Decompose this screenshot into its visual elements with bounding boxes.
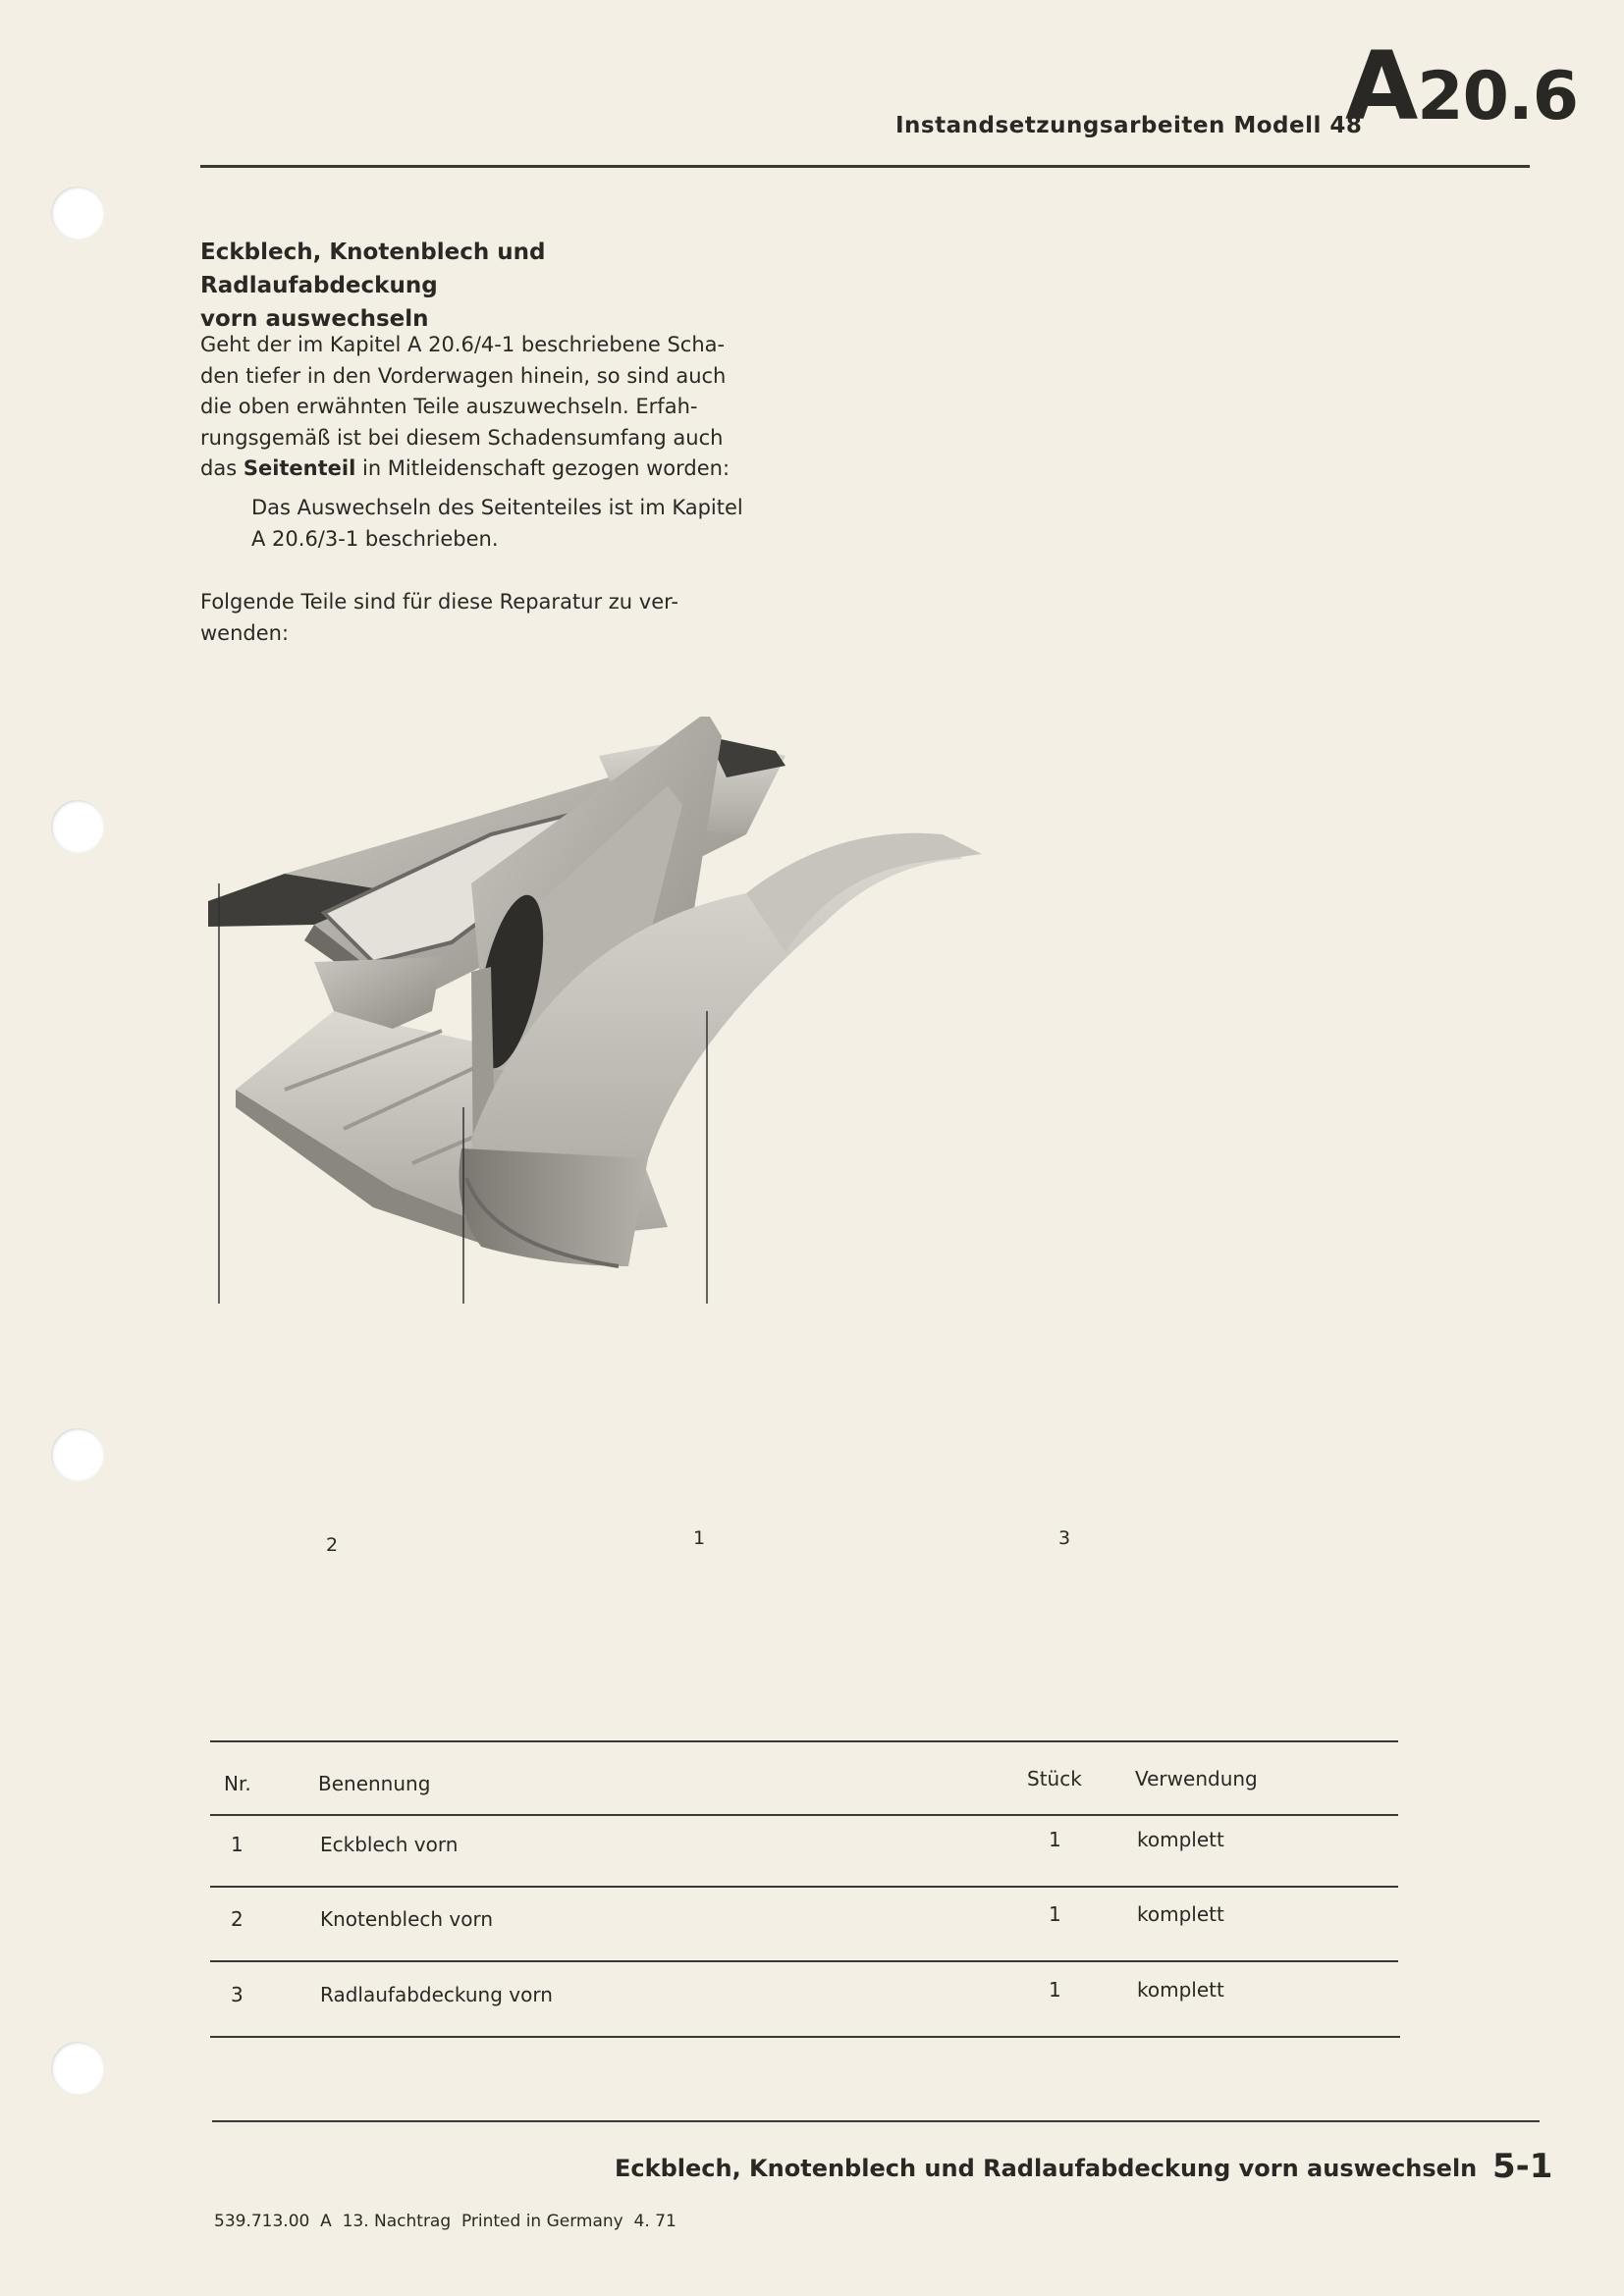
text-run: in Mitleidenschaft gezogen worden: (355, 456, 731, 480)
chapter-letter: A (1345, 31, 1418, 141)
table-bottom-rule (210, 2036, 1400, 2038)
row-nr: 1 (231, 1833, 244, 1856)
text-line: Geht der im Kapitel A 20.6/4-1 beschriebene Scha- (200, 333, 726, 356)
text-line: die oben erwähnten Teile auszuwechseln. Erfah- (200, 395, 698, 418)
punch-hole (51, 2042, 104, 2095)
row-nr: 3 (231, 1983, 244, 2006)
chapter-number: 20.6 (1417, 58, 1579, 135)
imprint-line: 539.713.00 A 13. Nachtrag Printed in Germany 4. 71 (214, 2212, 677, 2231)
callout-1: 1 (693, 1527, 706, 1549)
footer-rule (212, 2120, 1540, 2122)
row-name: Knotenblech vorn (320, 1907, 494, 1931)
footer-title: Eckblech, Knotenblech und Radlaufabdeckung vorn auswechseln (615, 2155, 1478, 2182)
header-title: Instandsetzungsarbeiten Modell 48 (895, 113, 1363, 138)
reference-note (251, 493, 782, 555)
intro-paragraph (200, 330, 765, 485)
chapter-code (1345, 31, 1579, 141)
header-nr: Nr. (224, 1772, 251, 1795)
row-qty: 1 (1049, 1978, 1061, 2002)
row-nr: 2 (231, 1907, 244, 1931)
parts-illustration (196, 717, 1394, 1561)
text-line: A 20.6/3-1 beschrieben. (251, 526, 499, 551)
table-top-rule (210, 1740, 1398, 1742)
header-verwendung: Verwendung (1135, 1767, 1258, 1790)
header-rule (200, 165, 1530, 168)
text-line: rungsgemäß ist bei diesem Schadensumfang auch (200, 425, 724, 450)
text-line (200, 454, 765, 485)
text-line: wenden: (200, 620, 290, 645)
row-use: komplett (1137, 1902, 1224, 1926)
section-title-line: vorn auswechseln (200, 306, 429, 332)
bold-term: Seitenteil (243, 456, 356, 480)
parts-intro-paragraph (200, 587, 765, 649)
text-line: Das Auswechseln des Seitenteiles ist im Kapitel (251, 496, 743, 519)
text-line: den tiefer in den Vorderwagen hinein, so sind auch (200, 363, 727, 388)
table-row-rule (210, 1886, 1398, 1888)
punch-hole (51, 1428, 104, 1481)
row-name: Eckblech vorn (320, 1833, 459, 1856)
text-run: das (200, 456, 244, 480)
header-benennung: Benennung (318, 1772, 431, 1795)
table-header-rule (210, 1814, 1398, 1816)
page-number: 5-1 (1492, 2147, 1553, 2186)
row-name: Radlaufabdeckung vorn (320, 1983, 553, 2006)
header-stueck: Stück (1027, 1767, 1082, 1790)
row-qty: 1 (1049, 1828, 1061, 1851)
section-title-line: Eckblech, Knotenblech und Radlaufabdeckung (200, 240, 546, 298)
table-row-rule (210, 1960, 1398, 1962)
section-title (200, 236, 789, 336)
row-qty: 1 (1049, 1902, 1061, 1926)
callout-3: 3 (1058, 1527, 1071, 1549)
punch-hole (51, 800, 104, 853)
callout-2: 2 (326, 1534, 339, 1556)
punch-hole (51, 187, 104, 240)
text-line: Folgende Teile sind für diese Reparatur zu ver- (200, 590, 679, 614)
row-use: komplett (1137, 1978, 1224, 2002)
row-use: komplett (1137, 1828, 1224, 1851)
